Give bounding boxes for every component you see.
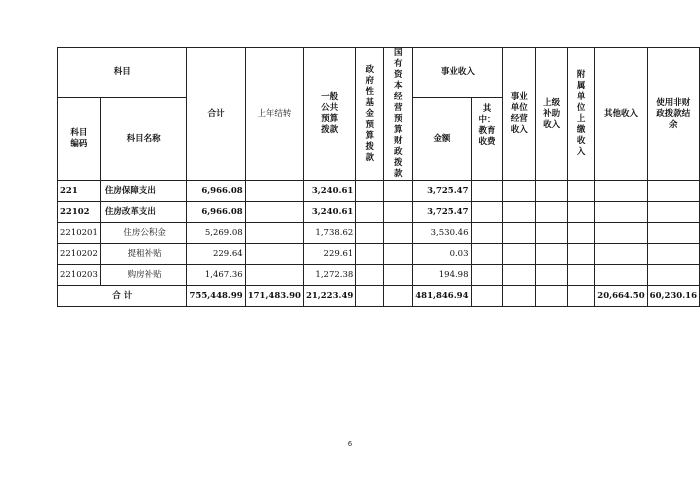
total-cell: 6,966.08 xyxy=(187,181,245,202)
gov-fund-cell xyxy=(356,181,384,202)
subject-code-cell: 221 xyxy=(58,181,101,202)
header-row-1 xyxy=(58,48,700,98)
subsidiary-cell xyxy=(568,244,595,265)
other-cell xyxy=(595,181,647,202)
carryover-cell xyxy=(245,244,303,265)
carryover-cell xyxy=(245,181,303,202)
state-capital-cell xyxy=(384,286,413,307)
non-fiscal-cell: 60,230.16 xyxy=(647,286,699,307)
amount-cell: 3,725.47 xyxy=(413,202,471,223)
header-business-income: 事业收入 xyxy=(413,48,503,98)
header-gov-fund: 政府性基金预算拨款 xyxy=(356,48,384,181)
header-subject-name: 科目名称 xyxy=(100,98,187,181)
edu-cell xyxy=(471,244,503,265)
subject-name-cell: 提租补贴 xyxy=(100,244,187,265)
carryover-cell xyxy=(245,202,303,223)
general-budget-cell: 21,223.49 xyxy=(303,286,355,307)
total-row xyxy=(58,286,700,307)
header-amount: 金额 xyxy=(413,98,471,181)
non-fiscal-cell xyxy=(647,265,699,286)
amount-cell: 194.98 xyxy=(413,265,471,286)
non-fiscal-cell xyxy=(647,181,699,202)
subject-code-cell: 2210203 xyxy=(58,265,101,286)
header-subject-code: 科目编码 xyxy=(58,98,101,181)
header-non-fiscal-balance: 使用非财政拨款结余 xyxy=(647,48,699,181)
header-superior-subsidy: 上级补助收入 xyxy=(536,48,568,181)
operating-cell xyxy=(503,202,536,223)
state-capital-cell xyxy=(384,265,413,286)
general-budget-cell: 3,240.61 xyxy=(303,202,355,223)
table-row xyxy=(58,265,700,286)
other-cell xyxy=(595,265,647,286)
gov-fund-cell xyxy=(356,265,384,286)
non-fiscal-cell xyxy=(647,244,699,265)
header-other-income: 其他收入 xyxy=(595,48,647,181)
operating-cell xyxy=(503,244,536,265)
total-cell: 755,448.99 xyxy=(187,286,245,307)
edu-cell xyxy=(471,223,503,244)
subsidiary-cell xyxy=(568,181,595,202)
non-fiscal-cell xyxy=(647,223,699,244)
subject-name-cell: 住房保障支出 xyxy=(100,181,187,202)
state-capital-cell xyxy=(384,244,413,265)
superior-cell xyxy=(536,223,568,244)
superior-cell xyxy=(536,181,568,202)
total-cell: 1,467.36 xyxy=(187,265,245,286)
carryover-cell: 171,483.90 xyxy=(245,286,303,307)
state-capital-cell xyxy=(384,202,413,223)
subsidiary-cell xyxy=(568,202,595,223)
amount-cell: 3,725.47 xyxy=(413,181,471,202)
general-budget-cell: 1,272.38 xyxy=(303,265,355,286)
header-carryover: 上年结转 xyxy=(245,48,303,181)
subject-name-cell: 住房公积金 xyxy=(100,223,187,244)
general-budget-cell: 229.61 xyxy=(303,244,355,265)
carryover-cell xyxy=(245,223,303,244)
other-cell xyxy=(595,202,647,223)
superior-cell xyxy=(536,244,568,265)
table-row xyxy=(58,223,700,244)
operating-cell xyxy=(503,286,536,307)
edu-cell xyxy=(471,286,503,307)
header-of-which-edu: 其中：教育收费 xyxy=(471,98,503,181)
gov-fund-cell xyxy=(356,244,384,265)
subject-code-cell: 2210201 xyxy=(58,223,101,244)
total-cell: 229.64 xyxy=(187,244,245,265)
other-cell xyxy=(595,244,647,265)
superior-cell xyxy=(536,202,568,223)
superior-cell xyxy=(536,286,568,307)
superior-cell xyxy=(536,265,568,286)
edu-cell xyxy=(471,181,503,202)
table-row xyxy=(58,244,700,265)
subject-name-cell: 购房补贴 xyxy=(100,265,187,286)
carryover-cell xyxy=(245,265,303,286)
total-cell: 5,269.08 xyxy=(187,223,245,244)
subsidiary-cell xyxy=(568,265,595,286)
general-budget-cell: 3,240.61 xyxy=(303,181,355,202)
subsidiary-cell xyxy=(568,286,595,307)
operating-cell xyxy=(503,265,536,286)
header-general-budget: 一般公共预算拨款 xyxy=(303,48,355,181)
budget-table xyxy=(57,47,700,307)
state-capital-cell xyxy=(384,223,413,244)
table-row xyxy=(58,202,700,223)
subsidiary-cell xyxy=(568,223,595,244)
gov-fund-cell xyxy=(356,223,384,244)
other-cell xyxy=(595,223,647,244)
page-number: 6 xyxy=(347,440,353,448)
edu-cell xyxy=(471,202,503,223)
gov-fund-cell xyxy=(356,286,384,307)
state-capital-cell xyxy=(384,181,413,202)
table-row xyxy=(58,181,700,202)
amount-cell: 0.03 xyxy=(413,244,471,265)
operating-cell xyxy=(503,181,536,202)
header-subsidiary-remit: 附属单位上缴收入 xyxy=(568,48,595,181)
header-operating-income: 事业单位经营收入 xyxy=(503,48,536,181)
total-cell: 6,966.08 xyxy=(187,202,245,223)
non-fiscal-cell xyxy=(647,202,699,223)
total-label: 合 计 xyxy=(58,286,187,307)
subject-code-cell: 2210202 xyxy=(58,244,101,265)
header-state-capital: 国有资本经营预算财政拨款 xyxy=(384,48,413,181)
amount-cell: 481,846.94 xyxy=(413,286,471,307)
edu-cell xyxy=(471,265,503,286)
operating-cell xyxy=(503,223,536,244)
general-budget-cell: 1,738.62 xyxy=(303,223,355,244)
header-total: 合计 xyxy=(187,48,245,181)
gov-fund-cell xyxy=(356,202,384,223)
amount-cell: 3,530.46 xyxy=(413,223,471,244)
other-cell: 20,664.50 xyxy=(595,286,647,307)
subject-name-cell: 住房改革支出 xyxy=(100,202,187,223)
subject-code-cell: 22102 xyxy=(58,202,101,223)
header-subject: 科目 xyxy=(58,48,187,98)
